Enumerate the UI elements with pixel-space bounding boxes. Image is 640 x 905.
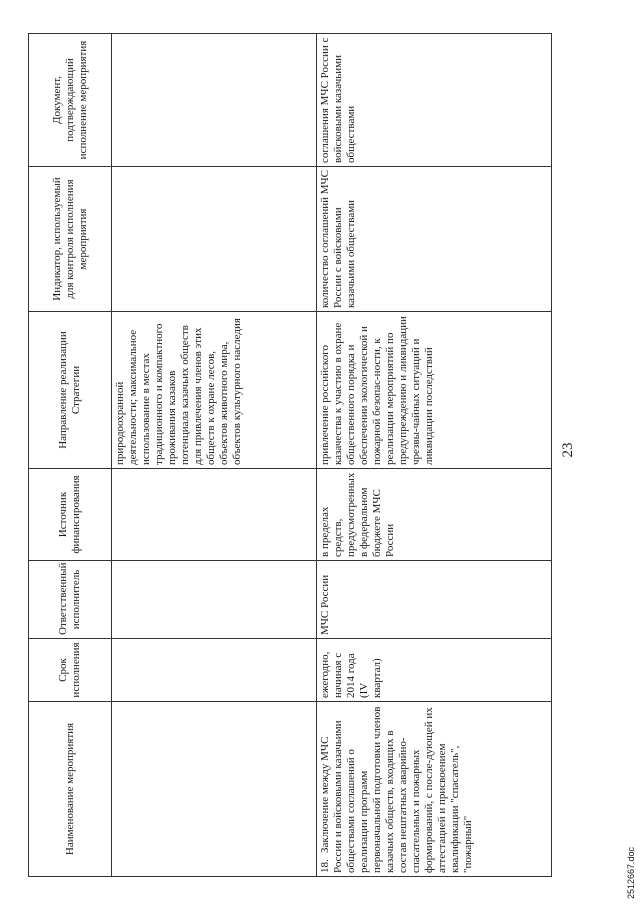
cell-funding [112,469,317,561]
cell-direction: природоохранной деятельности; максимальное использование в местах традиционного и компактного проживания казаков потенциала казачьих обществ для привлечения членов этих обществ к охране лесов, объектов животного мира, объектов культурного наследия [112,312,317,469]
cell-responsible [112,561,317,639]
cell-funding: в пределах средств, предусмотренных в федеральном бюджете МЧС России [317,469,552,561]
measure-name: Заключение между МЧС России и войсковыми казачьими обществами соглашений о реализации программ первоначальной подготовки членов казачьих обществ, входящих в состав нештатных аварийно-спасательных и пожарных формирований, с после-дующей их аттестацией и присвоением квалификации "спасатель", "пожарный" [319,706,474,873]
table-row [317,34,552,877]
header-document: Документ, подтверждающий исполнение мероприятия [29,34,112,167]
cell-deadline: ежегодно, начиная с 2014 года (IV квартал) [317,639,552,702]
cell-indicator [112,167,317,312]
page-number: 23 [560,442,576,458]
cell-indicator: количество соглашений МЧС России с войсковыми казачьими обществами [317,167,552,312]
cell-name [317,702,552,877]
row-number: 18. [319,859,331,873]
cell-deadline [112,639,317,702]
table-header-row [29,34,112,877]
cell-responsible: МЧС России [317,561,552,639]
measures-table [28,33,552,877]
header-name: Наименование мероприятия [29,702,112,877]
footer-doc-id: 2512667.doc [626,846,636,899]
header-deadline: Срок исполнения [29,639,112,702]
header-funding: Источник финансирования [29,469,112,561]
cell-name [112,702,317,877]
cell-direction: привлечение российского казачества к участию в охране общественного порядка и обеспечении экологической и пожарной безопас-ности, к реализации мероприятий по предупреждению и ликвидации чрезвы-чайных ситуаций и ликвидации последствий [317,312,552,469]
cell-document: соглашения МЧС России с войсковыми казачьими обществами [317,34,552,167]
table-row [112,34,317,877]
header-responsible: Ответственный исполнитель [29,561,112,639]
header-direction: Направление реализации Стратегии [29,312,112,469]
header-indicator: Индикатор, используемый для контроля исполнения мероприятия [29,167,112,312]
cell-document [112,34,317,167]
